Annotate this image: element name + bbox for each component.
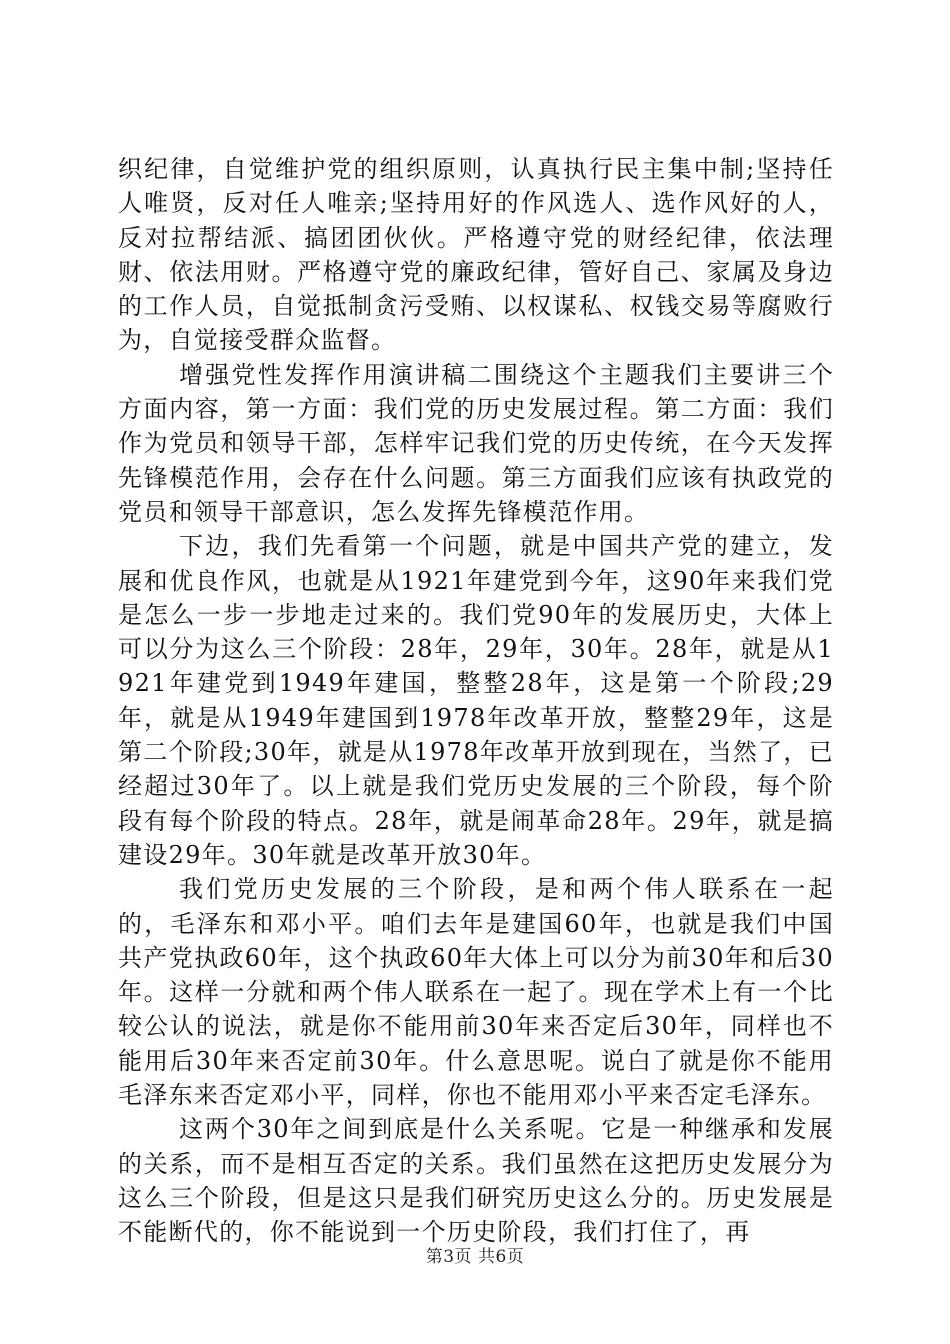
paragraph: 我们党历史发展的三个阶段，是和两个伟人联系在一起的，毛泽东和邓小平。咱们去年是建国60年，也就是我们中国共产党执政60年，这个执政60年大体上可以分为前30年和后30年。这样一分就和两个伟人联系在一起了。现在学术上有一个比较公认的说法，就是你不能用前30年来否定后30年，同样也不能用后30年来否定前30年。什么意思呢。说白了就是你不能用毛泽东来否定邓小平，同样，你也不能用邓小平来否定毛泽东。: [118, 875, 834, 1110]
paragraph: 下边，我们先看第一个问题，就是中国共产党的建立，发展和优良作风，也就是从1921年建党到今年，这90年来我们党是怎么一步一步地走过来的。我们党90年的发展历史，大体上可以分为这么三个阶段：28年，29年，30年。28年，就是从1921年建党到1949年建国，整整28年，这是第一个阶段;29年，就是从1949年建国到1978年改革开放，整整29年，这是第二个阶段;30年，就是从1978年改革开放到现在，当然了，已经超过30年了。以上就是我们党历史发展的三个阶段，每个阶段有每个阶段的特点。28年，就是闹革命28年。29年，就是搞建设29年。30年就是改革开放30年。: [118, 532, 835, 869]
document-body: [118, 152, 834, 1250]
paragraph: 这两个30年之间到底是什么关系呢。它是一种继承和发展的关系，而不是相互否定的关系。我们虽然在这把历史发展分为这么三个阶段，但是这只是我们研究历史这么分的。历史发展是不能断代的，你不能说到一个历史阶段，我们打住了，再: [118, 1115, 834, 1247]
paragraph: 织纪律，自觉维护党的组织原则，认真执行民主集中制;坚持任人唯贤，反对任人唯亲;坚持用好的作风选人、选作风好的人，反对拉帮结派、搞团团伙伙。严格遵守党的财经纪律，依法理财、依法用财。严格遵守党的廉政纪律，管好自己、家属及身边的工作人员，自觉抵制贪污受贿、以权谋私、权钱交易等腐败行为，自觉接受群众监督。: [118, 155, 834, 355]
page-number-footer: 第3页 共6页: [425, 1247, 525, 1267]
paragraph: 增强党性发挥作用演讲稿二围绕这个主题我们主要讲三个方面内容，第一方面：我们党的历史发展过程。第二方面：我们作为党员和领导干部，怎样牢记我们党的历史传统，在今天发挥先锋模范作用，会存在什么问题。第三方面我们应该有执政党的党员和领导干部意识，怎么发挥先锋模范作用。: [118, 360, 834, 526]
